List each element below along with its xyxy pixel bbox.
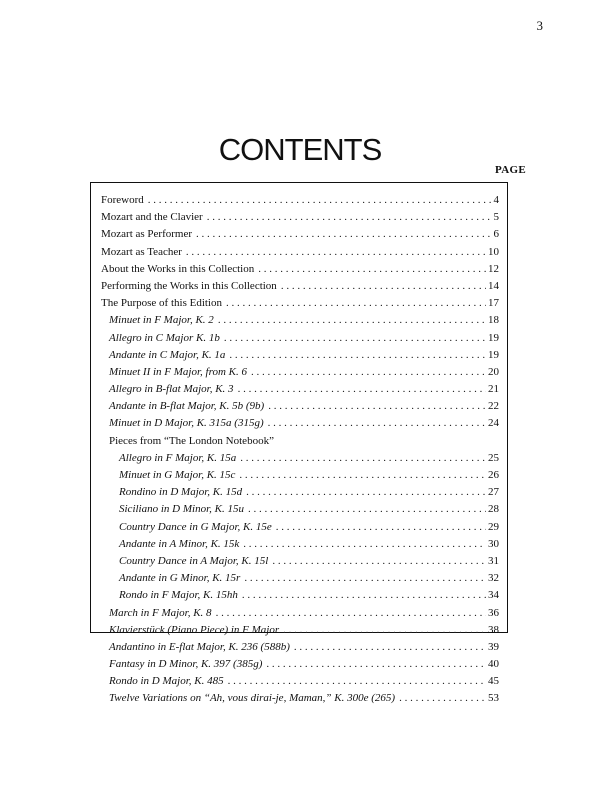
dot-leader xyxy=(266,656,486,673)
dot-leader xyxy=(268,415,486,432)
toc-entry-page: 30 xyxy=(488,537,499,550)
toc-entry[interactable] xyxy=(101,192,499,209)
toc-entry[interactable] xyxy=(101,278,499,295)
toc-entry-page: 29 xyxy=(488,520,499,533)
toc-entry-title: Country Dance in A Major, K. 15l xyxy=(119,554,269,567)
toc-entry-page: 31 xyxy=(488,554,499,567)
dot-leader xyxy=(243,536,486,553)
dot-leader xyxy=(281,278,486,295)
toc-entry-page: 21 xyxy=(488,383,499,396)
page-column-label: PAGE xyxy=(495,164,526,176)
toc-entry-page: 27 xyxy=(488,486,499,499)
toc-entry-page: 17 xyxy=(488,297,499,310)
toc-entry-page: 14 xyxy=(488,279,499,292)
toc-entry[interactable] xyxy=(101,656,499,673)
toc-entry-page: 53 xyxy=(488,692,499,705)
toc-entry-title: Andantino in E-flat Major, K. 236 (588b) xyxy=(109,640,290,653)
toc-entry-page: 40 xyxy=(488,658,499,671)
toc-entry-page: 36 xyxy=(488,606,499,619)
dot-leader xyxy=(276,519,486,536)
toc-entry-title: Fantasy in D Minor, K. 397 (385g) xyxy=(109,658,263,671)
page-title: CONTENTS xyxy=(218,132,382,167)
toc-entry-page: 4 xyxy=(493,194,499,206)
toc-entry-title: Rondo in D Major, K. 485 xyxy=(109,675,224,688)
toc-entry-title: Allegro in B-flat Major, K. 3 xyxy=(109,383,234,396)
dot-leader xyxy=(186,244,486,261)
toc-entry[interactable] xyxy=(101,226,499,243)
toc-entry[interactable] xyxy=(101,415,499,432)
toc-entry[interactable] xyxy=(101,519,499,536)
toc-entry-title: Rondino in D Major, K. 15d xyxy=(119,486,243,499)
toc-entry-page: 38 xyxy=(488,623,499,636)
toc-entry-title: Siciliano in D Minor, K. 15u xyxy=(119,503,244,516)
toc-entry-title: Pieces from “The London Notebook” xyxy=(109,434,274,447)
toc-entry-page: 20 xyxy=(488,365,499,378)
toc-entry-title: About the Works in this Collection xyxy=(101,262,255,275)
dot-leader xyxy=(272,553,486,570)
toc-entry[interactable] xyxy=(101,690,499,707)
toc-entry[interactable] xyxy=(101,364,499,381)
toc-entry-page: 34 xyxy=(488,589,499,602)
toc-entry[interactable] xyxy=(101,209,499,226)
dot-leader xyxy=(399,690,486,707)
dot-leader xyxy=(294,639,486,656)
toc-entry[interactable] xyxy=(101,330,499,347)
toc-entry-title: The Purpose of this Edition xyxy=(101,297,222,310)
toc-entry-page: 12 xyxy=(488,262,499,275)
toc-entry-page: 39 xyxy=(488,640,499,653)
dot-leader xyxy=(251,364,486,381)
toc-entry[interactable] xyxy=(101,639,499,656)
toc-entry[interactable] xyxy=(101,536,499,553)
toc-entry-page: 18 xyxy=(488,314,499,327)
toc-entry-title: Allegro in F Major, K. 15a xyxy=(119,451,237,464)
toc-entry-page: 6 xyxy=(493,228,499,241)
toc-entry-page: 32 xyxy=(488,572,499,585)
toc-entry-page: 19 xyxy=(488,331,499,344)
dot-leader xyxy=(196,226,491,243)
toc-entry-title: Klavierstück (Piano Piece) in F Major xyxy=(109,623,280,636)
toc-entry-title: Andante in B-flat Major, K. 5b (9b) xyxy=(109,400,265,413)
toc-entry[interactable] xyxy=(101,673,499,690)
toc-entry-title: Minuet in F Major, K. 2 xyxy=(109,314,214,327)
toc-entry-page: 26 xyxy=(488,469,499,481)
dot-leader xyxy=(229,347,486,364)
toc-entry[interactable] xyxy=(101,450,499,467)
toc-entry-page: 25 xyxy=(488,451,499,464)
toc-entry-page: 28 xyxy=(488,503,499,516)
dot-leader xyxy=(268,398,486,415)
dot-leader xyxy=(240,450,486,467)
toc-entry-title: Mozart as Teacher xyxy=(101,245,182,258)
dot-leader xyxy=(224,330,486,347)
dot-leader xyxy=(238,381,486,398)
dot-leader xyxy=(228,673,486,690)
toc-entry[interactable] xyxy=(101,587,499,604)
toc-entry-title: March in F Major, K. 8 xyxy=(109,606,212,619)
dot-leader xyxy=(239,467,486,484)
dot-leader xyxy=(226,295,486,312)
toc-entry[interactable] xyxy=(101,398,499,415)
toc-entry-title: Allegro in C Major K. 1b xyxy=(109,331,220,344)
dot-leader xyxy=(148,192,492,209)
toc-entry[interactable] xyxy=(101,484,499,501)
dot-leader xyxy=(244,570,486,587)
toc-entry-title: Andante in G Minor, K. 15r xyxy=(119,572,241,585)
dot-leader xyxy=(207,209,492,226)
table-of-contents xyxy=(90,182,508,705)
toc-entry-title: Minuet II in F Major, from K. 6 xyxy=(109,365,247,378)
toc-entry-title: Twelve Variations on “Ah, vous dirai-je, Maman,” K. 300e (265) xyxy=(109,692,396,705)
toc-entry[interactable] xyxy=(101,244,499,261)
toc-entry[interactable] xyxy=(101,605,499,622)
dot-leader xyxy=(248,501,486,518)
toc-entry[interactable] xyxy=(101,622,499,639)
toc-entry-title: Mozart and the Clavier xyxy=(101,211,203,224)
dot-leader xyxy=(258,261,486,278)
toc-entry-title: Performing the Works in this Collection xyxy=(101,279,277,292)
toc-entry-page: 24 xyxy=(488,417,499,430)
toc-entry-page: 22 xyxy=(488,400,499,413)
toc-entry-title: Minuet in G Major, K. 15c xyxy=(119,469,236,481)
toc-entry[interactable] xyxy=(101,467,499,484)
dot-leader xyxy=(242,587,486,604)
toc-entry-title: Country Dance in G Major, K. 15e xyxy=(119,520,272,533)
dot-leader xyxy=(218,312,486,329)
toc-entry-title: Minuet in D Major, K. 315a (315g) xyxy=(109,417,264,430)
toc-entry-title: Mozart as Performer xyxy=(101,228,193,241)
toc-entry-page: 45 xyxy=(488,675,499,688)
toc-entry[interactable] xyxy=(101,312,499,329)
dot-leader xyxy=(216,605,486,622)
toc-entry-title: Andante in C Major, K. 1a xyxy=(109,348,226,361)
toc-entry-page: 19 xyxy=(488,348,499,361)
toc-entry-title: Foreword xyxy=(101,194,144,206)
toc-entry-page: 5 xyxy=(493,211,499,224)
toc-entry[interactable] xyxy=(101,433,499,450)
toc-entry[interactable] xyxy=(101,261,499,278)
toc-entry-page: 10 xyxy=(488,245,499,258)
toc-entry[interactable] xyxy=(101,570,499,587)
toc-entry[interactable] xyxy=(101,347,499,364)
toc-entry-title: Andante in A Minor, K. 15k xyxy=(119,537,240,550)
dot-leader xyxy=(283,622,486,639)
toc-entry[interactable] xyxy=(101,381,499,398)
toc-entry[interactable] xyxy=(101,501,499,518)
toc-entry[interactable] xyxy=(101,553,499,570)
dot-leader xyxy=(246,484,486,501)
page-number: 3 xyxy=(536,18,543,33)
toc-entry[interactable] xyxy=(101,295,499,312)
toc-entry-title: Rondo in F Major, K. 15hh xyxy=(119,589,238,602)
